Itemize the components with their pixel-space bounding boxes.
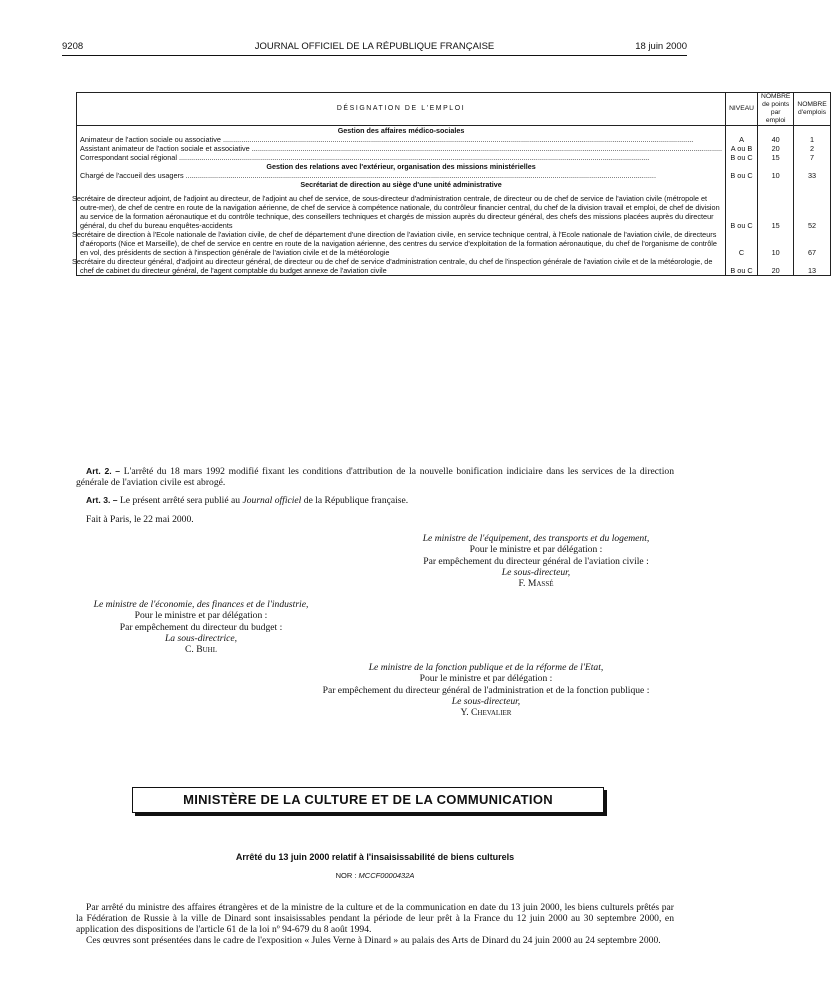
article-3-text-a: Le présent arrêté sera publié au	[119, 495, 241, 506]
row-niveau: B ou C	[726, 153, 758, 162]
sig3-title: Le ministre de la fonction publique et de la réforme de l'Etat,	[368, 662, 604, 673]
row-label: Secrétaire de directeur adjoint, de l'adjoint au directeur, de l'adjoint au chef de service, de sous-directeur d'administration centrale, de directeur ou de chef de service de l'aviation civile (métropole et outre-mer), de chef de centre en route de la navigation aérienne, de chef de service à compétence nationale, du contrôleur financier central, du chef de la division travail et emploi, de chef de division au service de la formation aéronautique et du contrôle technique, des conseillers techniques et chargés de mission auprès du directeur général, des chefs des missions placées auprès du directeur général, du chef du bureau enquêtes-accidents	[77, 189, 726, 230]
row-label: Animateur de l'action sociale ou associative .....	[80, 135, 722, 144]
fait-a-paris	[76, 514, 674, 525]
row-niveau: B ou C	[726, 189, 758, 230]
section-title: Gestion des affaires médico-sociales	[77, 126, 726, 136]
journal-title: JOURNAL OFFICIEL DE LA RÉPUBLIQUE FRANÇAISE	[254, 41, 495, 52]
row-niveau: A	[726, 135, 758, 144]
article-2-label: Art. 2. –	[86, 466, 121, 476]
header-points-line2: de points par emploi	[762, 101, 790, 124]
header-niveau: NIVEAU	[726, 93, 758, 126]
row-emplois: 67	[794, 230, 830, 257]
sig3-line2: Par empêchement du directeur général de l'administration et de la fonction publique :	[322, 684, 650, 696]
employment-table	[72, 92, 831, 276]
row-label: Assistant animateur de l'action sociale et associative .....	[80, 144, 722, 153]
row-emplois: 2	[794, 144, 830, 153]
article-3-label: Art. 3. –	[86, 495, 118, 505]
sig3-line1: Pour le ministre et par délégation :	[419, 673, 553, 685]
section-row	[77, 126, 831, 136]
section-title: Gestion des relations avec l'extérieur, organisation des missions ministérielles	[77, 162, 726, 171]
table-row	[77, 171, 831, 180]
row-label: Secrétaire de direction à l'Ecole nationale de l'aviation civile, de chef de département d'une direction de l'aviation civile, en service technique central, à l'Ecole nationale de l'aviation civile, de directeurs d'aéroports (Nice et Marseille), de chef de service en centre en route de la navigation aérienne, des centres du service d'exploitation de la formation aéronautique, du chef de l'organisme de contrôle en vol, des présidents de section à l'inspection générale de l'aviation civile et de la météorologie	[77, 230, 726, 257]
section-row	[77, 180, 831, 189]
arrete-paragraph-1: Par arrêté du ministre des affaires étrangères et de la ministre de la culture et de la communication en date du 13 juin 2000, les biens culturels prêtés par la Fédération de Russie à la ville de Dinard sont insaisissables pendant la période de leur prêt à la France du 12 juin 2000 au 30 septembre 2000, en application des dispositions de l'article 61 de la loi nº 94-679 du 8 août 1994.	[76, 902, 674, 935]
sig2-role: La sous-directrice,	[164, 632, 238, 644]
table-row	[77, 189, 831, 230]
header-designation: DÉSIGNATION DE L'EMPLOI	[77, 93, 726, 126]
row-points: 10	[758, 171, 794, 180]
table-row	[77, 230, 831, 257]
row-points: 20	[758, 144, 794, 153]
header-emplois-line1: NOMBRE	[797, 101, 827, 108]
sig2-name: C. Buhl	[185, 644, 217, 656]
nor-reference	[76, 871, 674, 880]
page-header	[62, 37, 687, 53]
row-emplois: 13	[794, 257, 830, 276]
ministry-banner	[132, 787, 604, 813]
section-title: Secrétariat de direction au siège d'une unité administrative	[77, 180, 726, 189]
row-label: Secrétaire du directeur général, d'adjoint au directeur général, de directeur ou de chef de service d'administration centrale, du chef de l'inspection générale de l'aviation civile et de la météorologie, de chef de cabinet du directeur général, de l'agent comptable du budget annexe de l'aviation civile	[77, 257, 726, 276]
sig3-name: Y. Chevalier	[460, 707, 512, 719]
row-niveau: B ou C	[726, 171, 758, 180]
signature-block-1	[386, 533, 686, 589]
sig1-title: Le ministre de l'équipement, des transports et du logement,	[422, 533, 650, 544]
ministry-title: MINISTÈRE DE LA CULTURE ET DE LA COMMUNICATION	[183, 792, 553, 807]
header-emplois	[794, 93, 830, 126]
arrete-title: Arrêté du 13 juin 2000 relatif à l'insaisissabilité de biens culturels	[235, 852, 515, 862]
page-number: 9208	[62, 41, 84, 52]
row-points: 20	[758, 257, 794, 276]
fait-text: Fait à Paris, le 22 mai 2000.	[86, 514, 194, 525]
table-row	[77, 144, 831, 153]
table-header-row	[77, 93, 831, 126]
nor-value: MCCF0000432A	[358, 871, 415, 880]
signature-block-2	[66, 599, 336, 655]
table-row	[77, 135, 831, 144]
row-emplois: 1	[794, 135, 830, 144]
nor-label: NOR :	[335, 871, 357, 880]
section-row	[77, 162, 831, 171]
sig1-name: F. Massé	[518, 578, 554, 590]
header-points	[758, 93, 794, 126]
row-niveau: B ou C	[726, 257, 758, 276]
row-points: 40	[758, 135, 794, 144]
header-rule	[62, 55, 687, 56]
signature-block-3	[286, 662, 686, 718]
arrete-paragraph-2: Ces œuvres sont présentées dans le cadre de l'exposition « Jules Verne à Dinard » au palais des Arts de Dinard du 24 juin 2000 au 24 septembre 2000.	[86, 935, 661, 946]
row-label: Chargé de l'accueil des usagers .....	[80, 171, 722, 180]
table-row	[77, 153, 831, 162]
sig1-role: Le sous-directeur,	[501, 566, 571, 578]
article-3-journal: Journal officiel	[242, 495, 302, 506]
article-3	[76, 495, 674, 506]
row-emplois: 33	[794, 171, 830, 180]
sig2-line2: Par empêchement du directeur du budget :	[119, 621, 283, 633]
row-emplois: 52	[794, 189, 830, 230]
table-row	[77, 257, 831, 276]
row-emplois: 7	[794, 153, 830, 162]
row-points: 15	[758, 153, 794, 162]
row-niveau: A ou B	[726, 144, 758, 153]
issue-date: 18 juin 2000	[635, 41, 687, 52]
sig2-line1: Pour le ministre et par délégation :	[134, 610, 268, 622]
article-2	[76, 466, 674, 488]
header-emplois-line2: d'emplois	[798, 109, 827, 116]
arrete-body	[76, 902, 674, 946]
row-points: 10	[758, 230, 794, 257]
article-3-text-c: de la République française.	[303, 495, 409, 506]
sig1-line2: Par empêchement du directeur général de l'aviation civile :	[423, 555, 649, 567]
row-points: 15	[758, 189, 794, 230]
sig3-role: Le sous-directeur,	[451, 695, 521, 707]
row-label: Correspondant social régional .....	[80, 153, 722, 162]
header-points-line1: NOMBRE	[761, 93, 791, 100]
sig1-line1: Pour le ministre et par délégation :	[469, 544, 603, 556]
sig2-title: Le ministre de l'économie, des finances et de l'industrie,	[93, 599, 309, 610]
row-niveau: C	[726, 230, 758, 257]
article-2-text: L'arrêté du 18 mars 1992 modifié fixant les conditions d'attribution de la nouvelle bonification indiciaire dans les services de la direction générale de l'aviation civile est abrogé.	[76, 466, 674, 488]
